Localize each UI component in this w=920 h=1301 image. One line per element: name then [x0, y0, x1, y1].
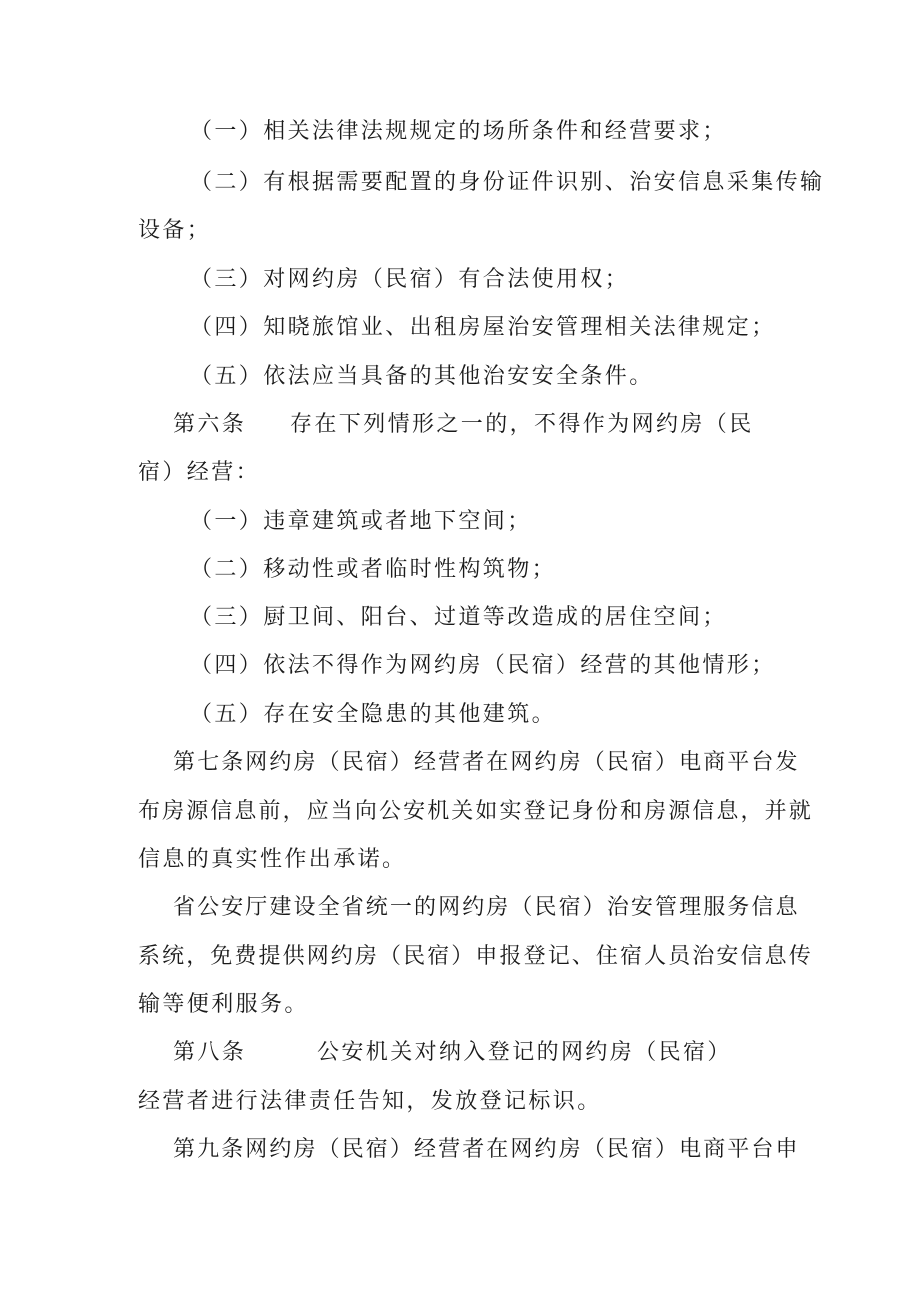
text-line: （二）移动性或者临时性构筑物；: [190, 557, 557, 582]
text-line: （三）厨卫间、阳台、过道等改造成的居住空间；: [190, 605, 727, 630]
text-line: （一）违章建筑或者地下空间；: [190, 509, 532, 534]
text-line: 第七条网约房（民宿）经营者在网约房（民宿）电商平台发: [173, 750, 800, 775]
article-heading: 第六条: [173, 412, 247, 437]
text-line: 信息的真实性作出承诺。: [138, 847, 407, 872]
text-line: 布房源信息前，应当向公安机关如实登记身份和房源信息，并就: [138, 799, 813, 824]
text-line: 设备；: [138, 218, 212, 243]
text-line: （四）依法不得作为网约房（民宿）经营的其他情形；: [190, 653, 776, 678]
text-line: （三）对网约房（民宿）有合法使用权；: [190, 267, 630, 292]
text-line: 公安机关对纳入登记的网约房（民宿）: [317, 1040, 732, 1065]
text-line: 省公安厅建设全省统一的网约房（民宿）治安管理服务信息: [173, 895, 800, 920]
text-line: 经营者进行法律责任告知，发放登记标识。: [138, 1089, 602, 1114]
article-heading: 第八条: [173, 1040, 247, 1065]
text-line: （五）存在安全隐患的其他建筑。: [190, 702, 557, 727]
text-line: 系统，免费提供网约房（民宿）申报登记、住宿人员治安信息传: [138, 944, 813, 969]
text-line: （四）知晓旅馆业、出租房屋治安管理相关法律规定；: [190, 315, 776, 340]
text-line: 输等便利服务。: [138, 992, 309, 1017]
text-line: （五）依法应当具备的其他治安安全条件。: [190, 364, 654, 389]
text-line: （一）相关法律法规规定的场所条件和经营要求；: [190, 119, 727, 144]
text-line: 第九条网约房（民宿）经营者在网约房（民宿）电商平台申: [173, 1137, 800, 1162]
text-line: 存在下列情形之一的，不得作为网约房（民: [290, 412, 754, 437]
text-line: （二）有根据需要配置的身份证件识别、治安信息采集传输: [190, 170, 825, 195]
text-line: 宿）经营：: [138, 460, 261, 485]
